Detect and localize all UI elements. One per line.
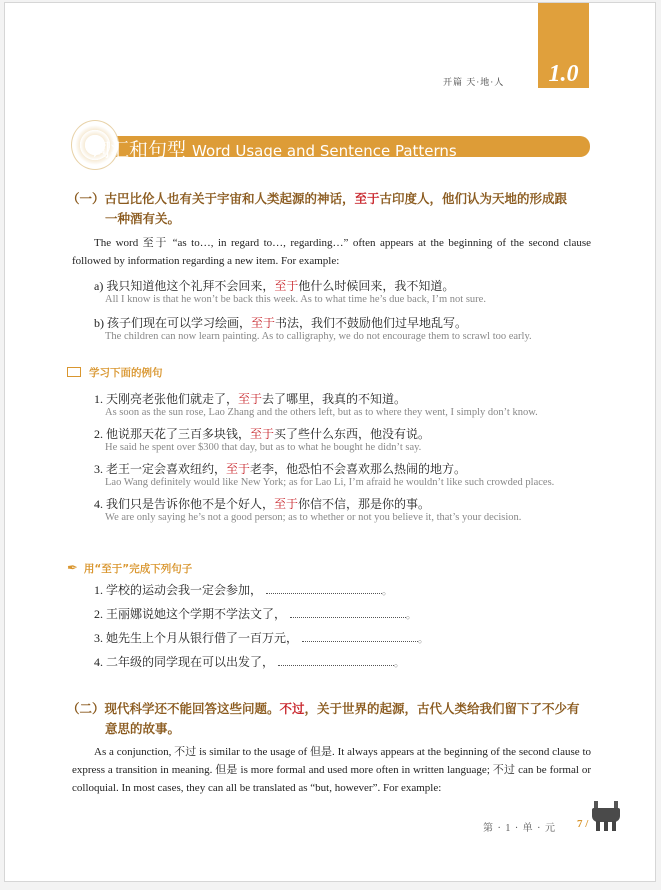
example-translation: The children can now learn painting. As to calligraphy, we do not encourage them to scrawl too early. <box>105 331 532 342</box>
explanation-paragraph: As a conjunction, 不过 is similar to the usage of 但是. It always appears at the beginning of the second clause to express a transition in meaning. 但是 is more formal and used more often in written language; 不过 can be formal or colloquial. In most cases, they can all be translated as “but, however”. For example: <box>72 746 591 794</box>
exercise-item <box>94 605 594 629</box>
banner-title-en: Word Usage and Sentence Patterns <box>192 142 457 160</box>
heading-text: 一种酒有关。 <box>105 211 181 226</box>
keyword: 至于 <box>274 279 299 293</box>
answer-blank[interactable] <box>290 608 406 618</box>
period: 。 <box>382 586 393 597</box>
study-item <box>94 390 594 418</box>
example-zh: 你信不信，那是你的事。 <box>298 497 431 511</box>
keyword: 至于 <box>250 427 275 441</box>
page-number: 7 / <box>577 818 589 830</box>
example-zh: 4. 我们只是告诉你他不是个好人， <box>94 497 275 511</box>
example-zh: 书法，我们不鼓励他们过早地乱写。 <box>275 316 468 330</box>
section-label: （一） <box>67 191 105 206</box>
study-heading <box>67 365 163 380</box>
example-zh: 1. 天刚亮老张他们就走了， <box>94 392 239 406</box>
example-zh: 他什么时候回来，我不知道。 <box>298 279 455 293</box>
example-item <box>94 314 594 342</box>
exercise-list <box>94 581 594 677</box>
keyword: 至于 <box>226 462 251 476</box>
textbook-page <box>4 2 656 882</box>
section-two-heading <box>67 699 597 739</box>
exercise-prompt: 3. 她先生上个月从银行借了一百万元， <box>94 631 299 645</box>
bronze-ding-icon <box>592 801 620 833</box>
exercise-title: 用“至于”完成下列句子 <box>83 563 193 575</box>
example-zh: 2. 他说那天花了三百多块钱， <box>94 427 251 441</box>
keyword: 不过 <box>279 701 305 716</box>
exercise-prompt: 4. 二年级的同学现在可以出发了， <box>94 655 275 669</box>
chapter-header: 开篇 天·地·人 <box>443 77 505 87</box>
heading-text: 意思的故事。 <box>105 721 181 736</box>
example-translation: He said he spent over $300 that day, but as to what he bought he didn’t say. <box>105 442 422 453</box>
study-list <box>94 390 594 523</box>
exercise-item <box>94 653 594 677</box>
example-translation: As soon as the sun rose, Lao Zhang and the others left, but as to where they went, I simply don’t know. <box>105 407 538 418</box>
answer-blank[interactable] <box>266 584 382 594</box>
period: 。 <box>406 610 417 621</box>
book-icon <box>67 367 81 377</box>
keyword: 至于 <box>251 316 276 330</box>
unit-number: 1.0 <box>548 61 579 87</box>
example-translation: Lao Wang definitely would like New York; as for Lao Li, I’m afraid he wouldn’t like such crowded places. <box>105 477 555 488</box>
example-translation: All I know is that he won’t be back this week. As to what time he’s due back, I’m not sure. <box>105 294 486 305</box>
section-one-heading <box>67 189 597 229</box>
study-item <box>94 495 594 523</box>
exercise-prompt: 2. 王丽娜说她这个学期不学法文了， <box>94 607 287 621</box>
exercise-item <box>94 581 594 605</box>
example-translation: We are only saying he’s not a good person; as to whether or not you believe it, that’s your decision. <box>105 512 522 523</box>
keyword: 至于 <box>354 191 380 206</box>
study-item <box>94 425 594 453</box>
example-zh: a) 我只知道他这个礼拜不会回来， <box>94 279 275 293</box>
exercise-heading <box>67 561 192 576</box>
example-zh: 老李，他恐怕不会喜欢那么热闹的地方。 <box>250 462 467 476</box>
explanation-paragraph: The word 至于 “as to…, in regard to…, regarding…” often appears at the beginning of the second clause followed by information regarding a new item. For example: <box>72 237 591 267</box>
footer-unit: 第 · 1 · 单 · 元 <box>483 823 556 834</box>
heading-text: 古印度人，他们认为天地的形成跟 <box>379 191 568 206</box>
example-item <box>94 277 594 305</box>
heading-text: 古巴比伦人也有关于宇宙和人类起源的神话， <box>104 191 355 206</box>
answer-blank[interactable] <box>302 632 418 642</box>
exercise-item <box>94 629 594 653</box>
banner-title <box>91 135 457 162</box>
exercise-prompt: 1. 学校的运动会我一定会参加， <box>94 583 263 597</box>
example-list <box>94 277 594 342</box>
heading-text: 现代科学还不能回答这些问题。 <box>104 701 280 716</box>
study-item <box>94 460 594 488</box>
banner-title-zh: 词汇和句型 <box>91 139 187 161</box>
example-zh: 3. 老王一定会喜欢纽约， <box>94 462 227 476</box>
keyword: 至于 <box>238 392 263 406</box>
keyword: 至于 <box>274 497 299 511</box>
section-label: （二） <box>67 701 105 716</box>
pen-icon: ✒ <box>67 561 78 576</box>
study-title: 学习下面的例句 <box>89 367 163 379</box>
answer-blank[interactable] <box>278 656 394 666</box>
example-zh: 买了些什么东西，他没有说。 <box>274 427 431 441</box>
heading-text: ，关于世界的起源，古代人类给我们留下了不少有 <box>304 701 580 716</box>
example-zh: 去了哪里，我真的不知道。 <box>262 392 407 406</box>
example-zh: b) 孩子们现在可以学习绘画， <box>94 316 251 330</box>
period: 。 <box>394 658 405 669</box>
period: 。 <box>418 634 429 645</box>
